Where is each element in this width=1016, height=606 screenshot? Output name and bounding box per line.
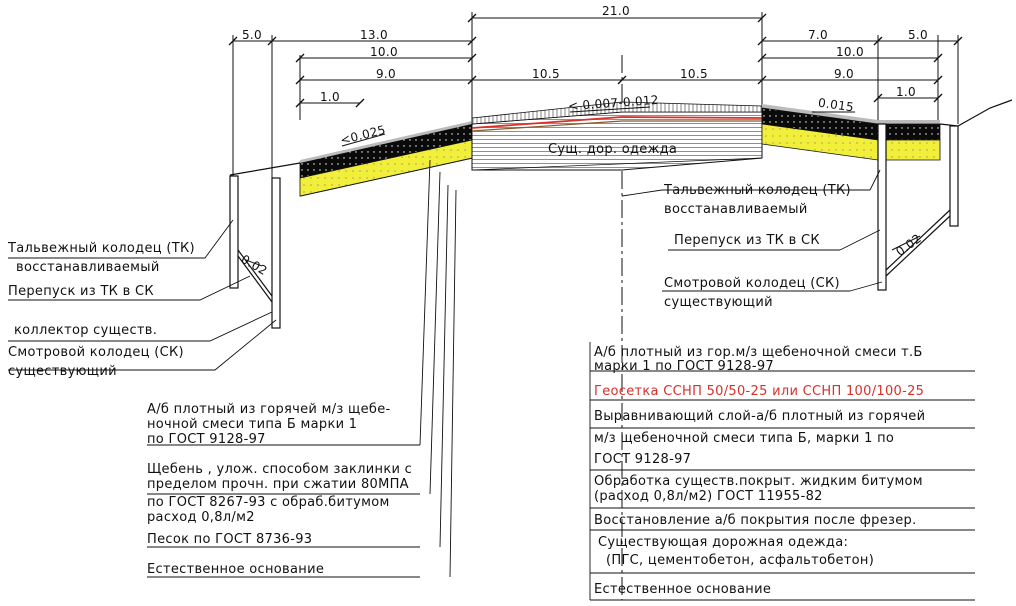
dim-5-right: 5.0 [908,28,928,42]
dim-7: 7.0 [808,28,828,42]
existing-road-label: Сущ. дор. одежда [548,142,678,157]
dim-10.5-left: 10.5 [532,67,560,81]
right-legend-base: Естественное основание [594,582,772,597]
left-legend-base: Естественное основание [147,562,325,577]
right-well-tk-status: восстанавливаемый [664,202,808,217]
right-well-sk-status: существующий [664,295,773,310]
slope-left: <0.025 [338,122,388,148]
dim-21: 21.0 [602,4,630,18]
dim-10-right: 10.0 [836,45,864,59]
right-legend-geogrid: Геосетка ССНП 50/50-25 или ССНП 100/100-25 [594,384,925,399]
dim-13: 13.0 [360,28,388,42]
slope-left-value: 0.025 [348,122,388,145]
left-legend-stone-2: пределом прочн. при сжатии 80МПА [147,477,409,492]
right-well-sk-label: Смотровой колодец (СК) [664,276,840,291]
left-well-sk-status: существующий [8,364,117,379]
slope-crown-value: 0.007-0.012 [582,92,660,113]
left-legend-stone-4: расход 0,8л/м2 [147,510,255,525]
slope-crown: < 0.007-0.012 [567,92,660,114]
dim-10.5-right: 10.5 [680,67,708,81]
left-legend-asphalt-3: по ГОСТ 9128-97 [147,432,266,447]
dim-1-right: 1.0 [896,85,916,99]
right-bypass-label: Перепуск из ТК в СК [674,233,820,248]
right-legend-asphalt-2: марки 1 по ГОСТ 9128-97 [594,359,774,374]
right-legend-asphalt-1: А/б плотный из гор.м/з щебеночной смеси т.Б [594,345,923,360]
right-legend-levelling-3: ГОСТ 9128-97 [594,452,692,467]
right-legend-bitumen-2: (расход 0,8л/м2) ГОСТ 11955-82 [594,489,823,504]
dim-9-right: 9.0 [834,67,854,81]
left-collector-label: коллектор существ. [14,323,158,338]
left-legend-asphalt-2: ночной смеси типа Б марки 1 [147,417,358,432]
left-well-tk-status: восстанавливаемый [16,260,160,275]
right-legend-restoration: Восстановление а/б покрытия после фрезер. [594,513,917,528]
dim-5-left: 5.0 [242,28,262,42]
left-well-tk-label: Тальвежный колодец (ТК) [8,241,195,256]
right-legend-levelling-1: Выравнивающий слой-а/б плотный из горячей [594,409,926,424]
dim-9-left: 9.0 [376,67,396,81]
left-legend-stone-3: по ГОСТ 8267-93 с обраб.битумом [147,495,390,510]
right-legend-existing-2: (ПГС, цементобетон, асфальтобетон) [606,553,875,568]
dim-1-left: 1.0 [320,90,340,104]
left-bypass-label: Перепуск из ТК в СК [8,284,154,299]
slope-right: 0.015 [817,95,855,115]
slope-left-pipe: 0.02 [238,252,270,279]
right-legend-bitumen-1: Обработка существ.покрыт. жидким битумом [594,474,923,489]
slope-right-pipe: 0.02 [893,231,925,259]
left-well-sk-label: Смотровой колодец (СК) [8,345,184,360]
dim-10-left: 10.0 [370,45,398,59]
left-well-tk [230,176,238,288]
left-legend-stone-1: Щебень , улож. способом заклинки с [147,462,413,477]
left-legend-sand: Песок по ГОСТ 8736-93 [147,532,313,547]
right-legend-existing-1: Существующая дорожная одежда: [598,535,849,550]
right-legend-levelling-2: м/з щебеночной смеси типа Б, марки 1 по [594,431,895,446]
right-well-sk [950,126,958,226]
right-well-tk-label: Тальвежный колодец (ТК) [664,183,851,198]
left-legend-asphalt-1: А/б плотный из горячей м/з щебе- [147,402,391,417]
right-well-tk [878,124,886,290]
left-well-sk [272,178,280,328]
